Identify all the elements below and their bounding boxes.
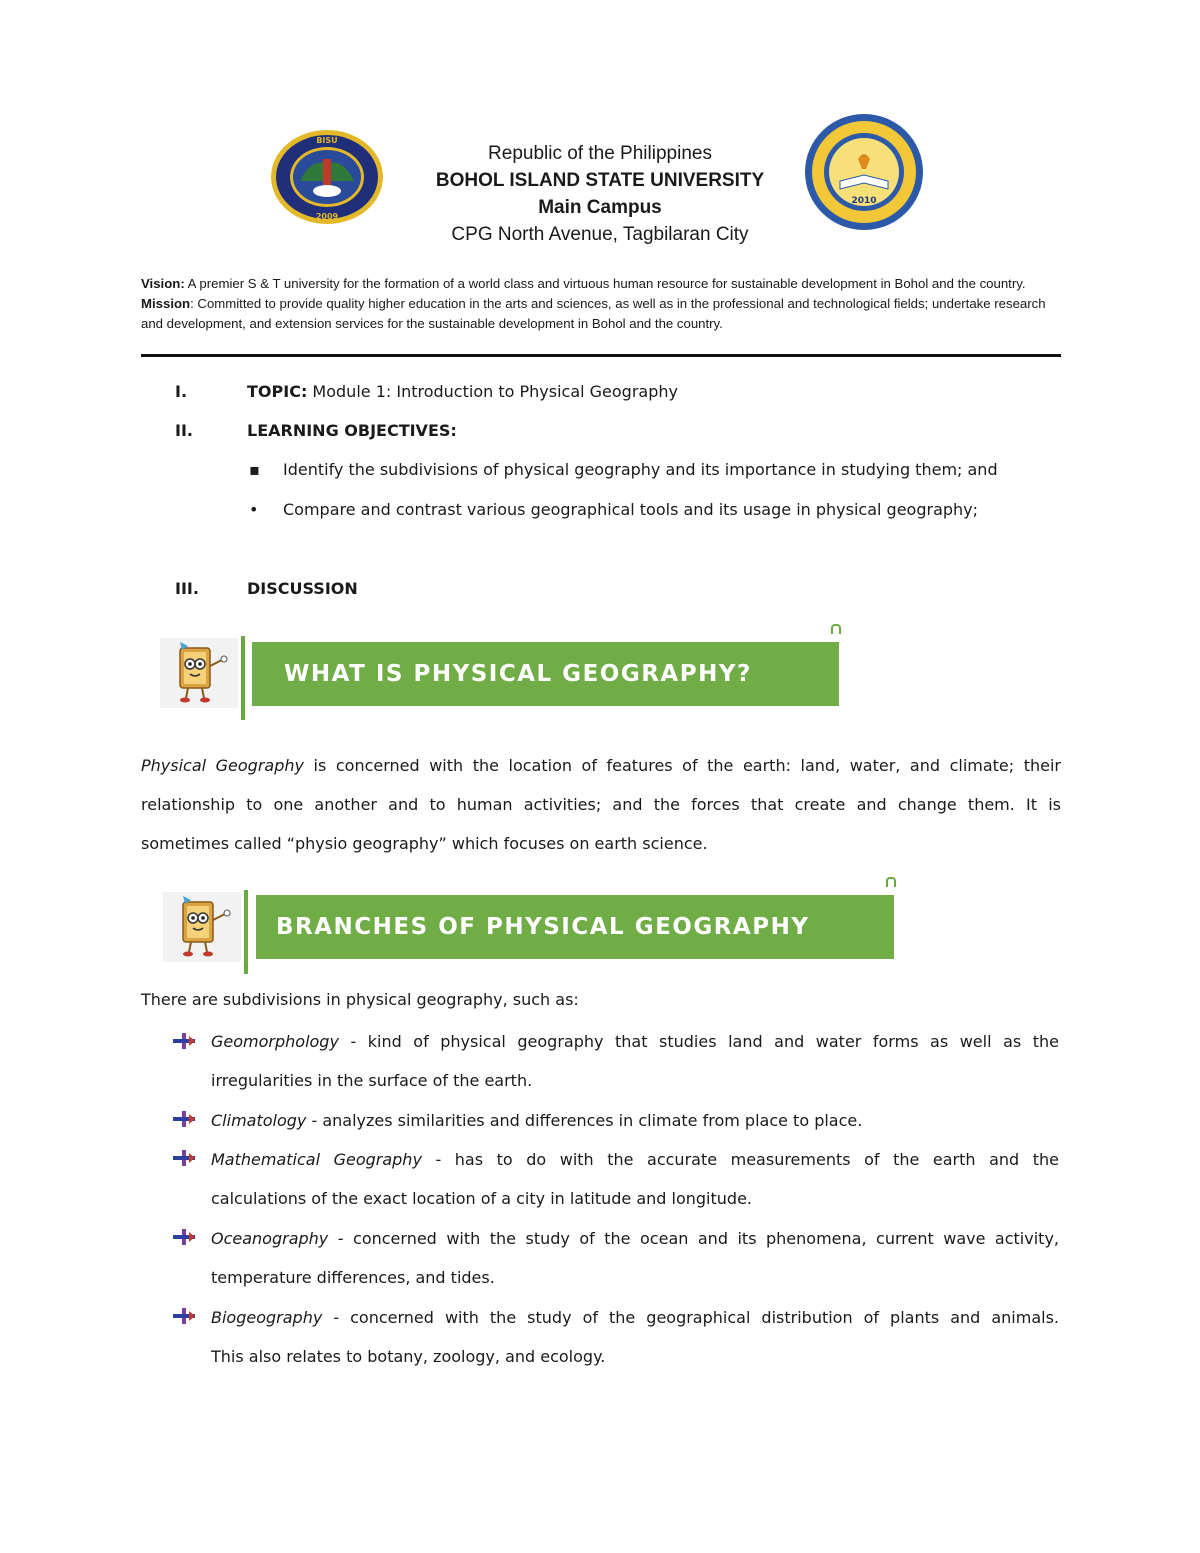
branch-term: Oceanography xyxy=(211,1229,329,1248)
header-address: CPG North Avenue, Tagbilaran City xyxy=(451,224,749,245)
vision-label: Vision: xyxy=(141,276,185,291)
header-university-name: BOHOL ISLAND STATE UNIVERSITY xyxy=(435,170,765,191)
branch-desc: - analyzes similarities and differences in climate from place to place. xyxy=(306,1111,863,1130)
discussion-label: DISCUSSION xyxy=(247,579,358,598)
definition-line-3: sometimes called “physio geography” which focuses on earth science. xyxy=(141,834,708,853)
topic-heading xyxy=(247,382,678,401)
book-mascot-image xyxy=(160,638,238,708)
discussion-numeral: III. xyxy=(175,579,199,598)
banner-hook xyxy=(831,624,841,634)
mission-label: Mission xyxy=(141,296,191,311)
mission-text: : Committed to provide quality higher education in the arts and sciences, as well as in the professional and technological fields; undertake research and development, and extension services for the sustainable development in Bohol and the country. xyxy=(141,296,1046,331)
objective-item-1: Identify the subdivisions of physical geography and its importance in studying them; and xyxy=(283,460,998,479)
header-divider xyxy=(141,354,1061,357)
definition-paragraph xyxy=(141,746,1061,863)
arrow-bullet-icon xyxy=(173,1308,195,1324)
branch-desc: - kind of physical geography that studies land and water forms as well as the xyxy=(338,1032,1059,1051)
arrow-bullet-icon xyxy=(173,1033,195,1049)
svg-text:BISU: BISU xyxy=(316,136,338,145)
book-mascot-image xyxy=(163,892,241,962)
banner-branches-of-physical-geography xyxy=(256,895,894,959)
branch-item-climatology xyxy=(211,1101,1059,1140)
objective-bullet-2: • xyxy=(249,500,259,519)
definition-line-2: relationship to one another and to human activities; and the forces that create and change them. It is xyxy=(141,795,1061,814)
vision-statement xyxy=(141,274,1061,294)
branch-item-geomorphology xyxy=(211,1022,1059,1100)
branch-item-biogeography xyxy=(211,1298,1059,1376)
arrow-bullet-icon xyxy=(173,1111,195,1127)
branch-desc-cont: calculations of the exact location of a city in latitude and longitude. xyxy=(211,1189,752,1208)
banner-accent-bar xyxy=(241,636,245,720)
topic-numeral: I. xyxy=(175,382,188,401)
topic-text: Module 1: Introduction to Physical Geography xyxy=(307,382,678,401)
branch-item-oceanography xyxy=(211,1219,1059,1297)
branch-desc: - concerned with the study of the geographical distribution of plants and animals. xyxy=(322,1308,1059,1327)
banner-title-1: WHAT IS PHYSICAL GEOGRAPHY? xyxy=(284,661,752,687)
book-mascot-icon xyxy=(160,638,238,708)
topic-label: TOPIC: xyxy=(247,382,308,401)
branch-item-mathematical-geography xyxy=(211,1140,1059,1218)
objectives-heading xyxy=(247,421,457,440)
objective-bullet-1: ▪ xyxy=(249,460,260,479)
branch-desc-cont: irregularities in the surface of the earth. xyxy=(211,1071,533,1090)
branches-intro: There are subdivisions in physical geography, such as: xyxy=(141,990,579,1009)
header-campus: Main Campus xyxy=(538,197,662,218)
banner-accent-bar xyxy=(244,890,248,974)
branch-term: Biogeography xyxy=(211,1308,323,1327)
branch-desc-cont: temperature differences, and tides. xyxy=(211,1268,495,1287)
branch-term: Geomorphology xyxy=(211,1032,339,1051)
branch-desc: - has to do with the accurate measurements of the earth and the xyxy=(421,1150,1060,1169)
mission-statement xyxy=(141,294,1061,334)
branch-desc: - concerned with the study of the ocean and its phenomena, current wave activity, xyxy=(328,1229,1059,1248)
objectives-numeral: II. xyxy=(175,421,193,440)
branch-desc-cont: This also relates to botany, zoology, and ecology. xyxy=(211,1347,606,1366)
banner-what-is-physical-geography xyxy=(252,642,839,706)
svg-text:2010: 2010 xyxy=(851,196,877,206)
discussion-heading xyxy=(247,579,358,598)
objectives-label: LEARNING OBJECTIVES: xyxy=(247,421,457,440)
book-mascot-icon xyxy=(163,892,241,962)
definition-term: Physical Geography xyxy=(141,756,304,775)
definition-line-1: is concerned with the location of features of the earth: land, water, and climate; their xyxy=(303,756,1061,775)
arrow-bullet-icon xyxy=(173,1229,195,1245)
vision-text: A premier S & T university for the formation of a world class and virtuous human resource for sustainable development in Bohol and the country. xyxy=(184,276,1026,291)
branch-term: Mathematical Geography xyxy=(211,1150,422,1169)
objective-item-2: Compare and contrast various geographical tools and its usage in physical geography; xyxy=(283,500,979,519)
svg-text:2009: 2009 xyxy=(315,212,339,221)
branch-term: Climatology xyxy=(211,1111,307,1130)
header-republic: Republic of the Philippines xyxy=(488,143,712,164)
arrow-bullet-icon xyxy=(173,1150,195,1166)
banner-title-2: BRANCHES OF PHYSICAL GEOGRAPHY xyxy=(276,914,810,940)
banner-hook xyxy=(886,877,896,887)
